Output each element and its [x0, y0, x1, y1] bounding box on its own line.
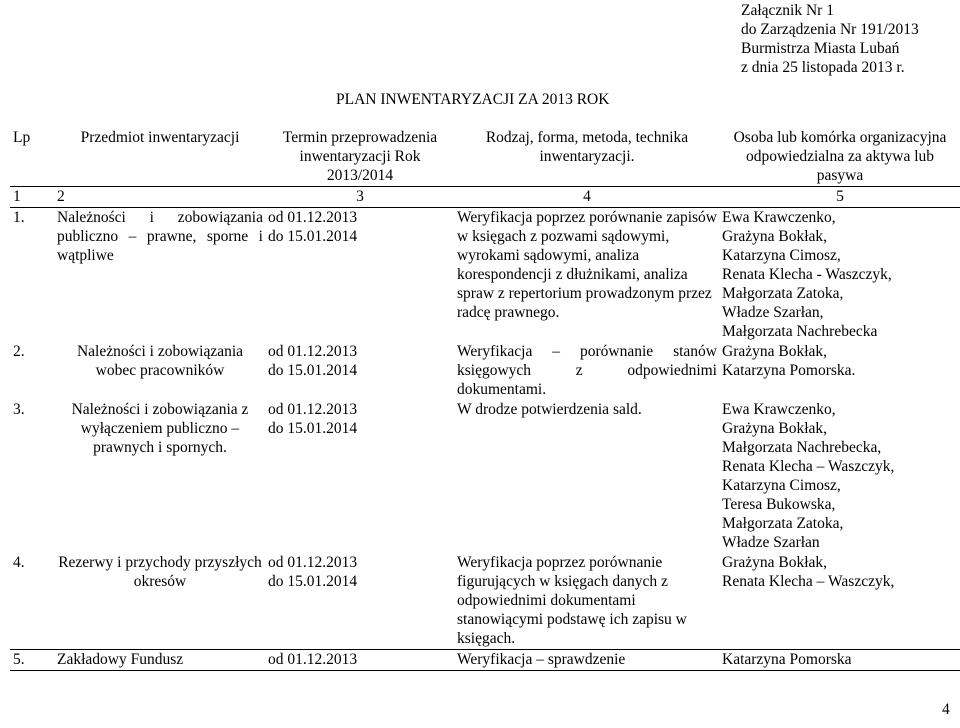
- row-term: od 01.12.2013 do 15.01.2014: [268, 554, 358, 590]
- column-number: 3: [265, 187, 454, 208]
- row-subject: Należności i zobowiązania z wyłączeniem publiczno – prawnych i spornych.: [71, 401, 249, 456]
- row-person: Ewa Krawczenko, Grażyna Bokłak, Katarzyna Cimosz, Renata Klecha - Waszczyk, Małgorzata Zatoka, Władze Szarłan, Małgorzata Nachrebecka: [722, 209, 892, 340]
- document-title: PLAN INWENTARYZACJI ZA 2013 ROK: [336, 91, 610, 108]
- table-row: [10, 208, 960, 343]
- row-subject: Rezerwy i przychody przyszłych okresów: [58, 554, 262, 590]
- annex-line-4: z dnia 25 listopada 2013 r.: [741, 59, 905, 76]
- header-person: Osoba lub komórka organizacyjna odpowiedzialna za aktywa lub pasywa: [733, 129, 947, 184]
- column-number: 4: [454, 187, 719, 208]
- column-number: 5: [719, 187, 960, 208]
- row-term: od 01.12.2013 do 15.01.2014: [268, 401, 358, 437]
- row-lp: 4.: [13, 554, 25, 571]
- column-number: 2: [54, 187, 265, 208]
- column-number-row: [10, 187, 960, 208]
- header-method: Rodzaj, forma, metoda, technika inwentaryzacji.: [485, 129, 689, 165]
- table-row: [10, 650, 960, 671]
- header-lp: Lp: [13, 129, 31, 146]
- header-term: Termin przeprowadzenia inwentaryzacji Rok 2013/2014: [282, 129, 438, 184]
- row-subject: Należności i zobowiązania wobec pracowników: [76, 343, 244, 379]
- annex-line-2: do Zarządzenia Nr 191/2013: [741, 21, 919, 38]
- row-method: W drodze potwierdzenia sald.: [457, 401, 642, 418]
- row-method: Weryfikacja – porównanie stanów księgowych z odpowiednimi dokumentami.: [457, 343, 717, 398]
- row-person: Grażyna Bokłak, Renata Klecha – Waszczyk,: [722, 554, 895, 590]
- row-person: Katarzyna Pomorska: [719, 650, 960, 671]
- annex-line-1: Załącznik Nr 1: [741, 2, 834, 19]
- header-subject: Przedmiot inwentaryzacji: [80, 129, 240, 146]
- table-header-row: [10, 128, 960, 187]
- table-row: [10, 342, 960, 400]
- row-lp: 3.: [13, 401, 25, 418]
- row-person: Grażyna Bokłak, Katarzyna Pomorska.: [722, 343, 856, 379]
- row-person: Ewa Krawczenko, Grażyna Bokłak, Małgorzata Nachrebecka, Renata Klecha – Waszczyk, Katarzyna Cimosz, Teresa Bukowska, Małgorzata Zatoka, Władze Szarłan: [722, 401, 895, 551]
- row-method: Weryfikacja poprzez porównanie figurujących w księgach danych z odpowiednimi dokumentami stanowiącymi podstawę ich zapisu w księgach.: [457, 554, 687, 647]
- annex-line-3: Burmistrza Miasta Lubań: [741, 40, 900, 57]
- annex-header: [741, 1, 919, 77]
- column-number: 1: [10, 187, 54, 208]
- row-subject: Należności i zobowiązania publiczno – prawne, sporne i wątpliwe: [57, 209, 263, 264]
- row-term: od 01.12.2013 do 15.01.2014: [268, 209, 358, 245]
- row-lp: 2.: [13, 343, 25, 360]
- row-method: Weryfikacja poprzez porównanie zapisów w księgach z pozwami sądowymi, wyrokami sądowymi, analiza korespondencji z dłużnikami, analiza spraw z repertorium prowadzonym przez radcę prawnego.: [457, 209, 717, 321]
- table-row: [10, 400, 960, 553]
- row-subject: Zakładowy Fundusz: [54, 650, 265, 671]
- row-term: od 01.12.2013 do 15.01.2014: [268, 343, 358, 379]
- page-number: 4: [942, 701, 950, 718]
- row-term: od 01.12.2013: [265, 650, 454, 671]
- row-lp: 1.: [13, 209, 25, 226]
- inventory-table: [10, 128, 960, 671]
- table-row: [10, 553, 960, 650]
- row-method: Weryfikacja – sprawdzenie: [454, 650, 719, 671]
- row-lp: 5.: [10, 650, 54, 671]
